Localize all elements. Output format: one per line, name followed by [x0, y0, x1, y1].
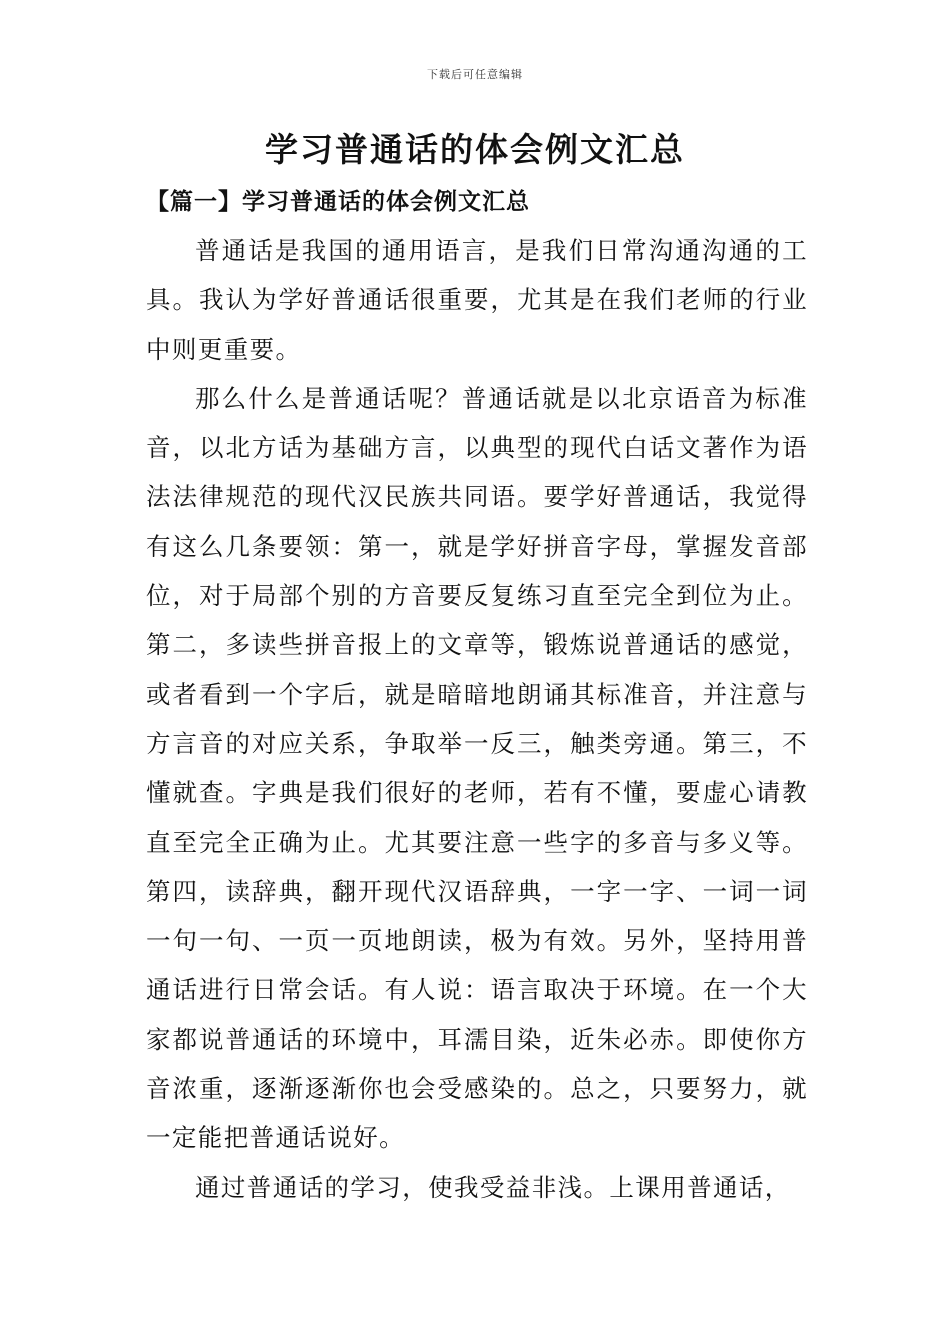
section-heading: 【篇一】学习普通话的体会例文汇总: [146, 188, 530, 215]
header-note: 下载后可任意编辑: [427, 68, 523, 81]
paragraph: 那么什么是普通话呢？普通话就是以北京语音为标准音，以北方话为基础方言，以典型的现代白话文著作为语法法律规范的现代汉民族共同语。要学好普通话，我觉得有这么几条要领：第一，就是学好拼音字母，掌握发音部位，对于局部个别的方音要反复练习直至完全到位为止。第二，多读些拼音报上的文章等，锻炼说普通话的感觉，或者看到一个字后，就是暗暗地朗诵其标准音，并注意与方言音的对应关系，争取举一反三，触类旁通。第三，不懂就查。字典是我们很好的老师，若有不懂，要虚心请教直至完全正确为止。尤其要注意一些字的多音与多义等。第四，读辞典，翻开现代汉语辞典，一字一字、一词一词一句一句、一页一页地朗读，极为有效。另外，坚持用普通话进行日常会话。有人说：语言取决于环境。在一个大家都说普通话的环境中，耳濡目染，近朱必赤。即使你方音浓重，逐渐逐渐你也会受感染的。总之，只要努力，就一定能把普通话说好。: [146, 383, 808, 1153]
document-body: [146, 226, 808, 1212]
document-title: 学习普通话的体会例文汇总: [265, 130, 685, 169]
paragraph: 普通话是我国的通用语言，是我们日常沟通沟通的工具。我认为学好普通话很重要，尤其是在我们老师的行业中则更重要。: [146, 236, 808, 364]
paragraph: 通过普通话的学习，使我受益非浅。上课用普通话，: [195, 1172, 791, 1202]
